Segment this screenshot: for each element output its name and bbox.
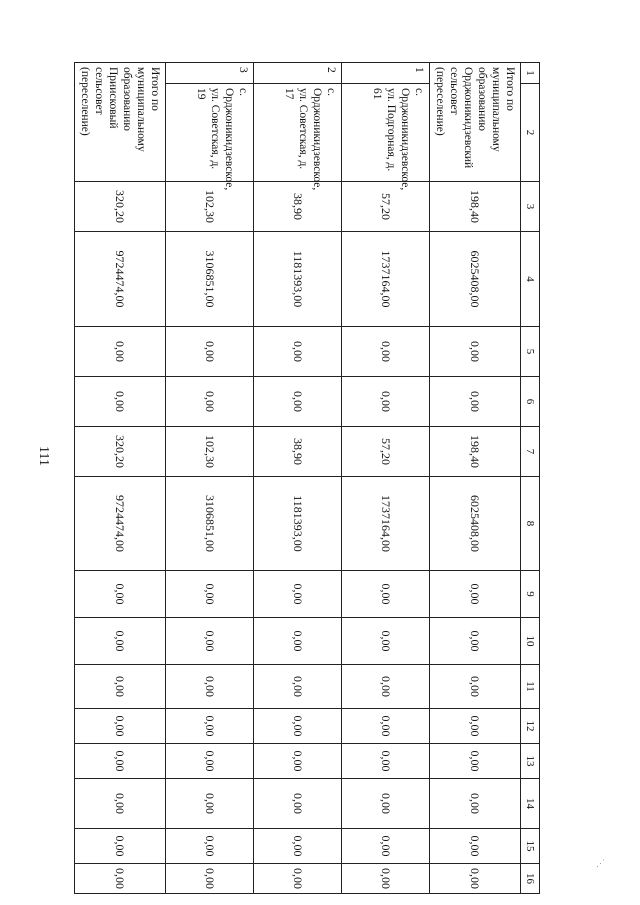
- address-cell: с. Орджоникидзевское, ул. Советская, д. 17: [254, 84, 342, 182]
- value-cell: 320,20: [75, 427, 166, 477]
- col-header: 1: [521, 63, 540, 84]
- value-cell: 0,00: [430, 864, 521, 894]
- value-cell: 38,90: [254, 427, 342, 477]
- table-row: [430, 63, 521, 894]
- col-header: 8: [521, 477, 540, 571]
- value-cell: 102,30: [166, 427, 254, 477]
- value-cell: 0,00: [166, 864, 254, 894]
- col-header: 4: [521, 232, 540, 327]
- value-cell: 0,00: [166, 779, 254, 829]
- value-cell: 0,00: [430, 571, 521, 618]
- address-cell: с. Орджоникидзевское, ул. Подгорная, д. 61: [342, 84, 430, 182]
- value-cell: 3106851,00: [166, 232, 254, 327]
- col-header: 7: [521, 427, 540, 477]
- value-cell: 0,00: [75, 779, 166, 829]
- value-cell: 0,00: [342, 829, 430, 864]
- value-cell: 198,40: [430, 182, 521, 232]
- value-cell: 3106851,00: [166, 477, 254, 571]
- value-cell: 0,00: [342, 779, 430, 829]
- value-cell: 0,00: [430, 829, 521, 864]
- value-cell: 0,00: [75, 829, 166, 864]
- value-cell: 38,90: [254, 182, 342, 232]
- table-row: [166, 63, 254, 894]
- row-number-cell: 1: [342, 63, 430, 84]
- value-cell: 0,00: [342, 665, 430, 709]
- value-cell: 57,20: [342, 427, 430, 477]
- col-header: 16: [521, 864, 540, 894]
- col-header: 10: [521, 618, 540, 665]
- col-header: 13: [521, 744, 540, 779]
- value-cell: 6025408,00: [430, 477, 521, 571]
- rotated-table-area: [79, 62, 540, 889]
- value-cell: 0,00: [254, 829, 342, 864]
- value-cell: 0,00: [430, 709, 521, 744]
- value-cell: 0,00: [342, 571, 430, 618]
- value-cell: 0,00: [75, 665, 166, 709]
- value-cell: 0,00: [75, 618, 166, 665]
- value-cell: 0,00: [254, 618, 342, 665]
- table-row: [342, 63, 430, 894]
- value-cell: 0,00: [342, 744, 430, 779]
- value-cell: 0,00: [254, 709, 342, 744]
- col-header: 3: [521, 182, 540, 232]
- value-cell: 0,00: [254, 377, 342, 427]
- value-cell: 0,00: [342, 709, 430, 744]
- value-cell: 0,00: [430, 779, 521, 829]
- value-cell: 9724474,00: [75, 477, 166, 571]
- value-cell: 320,20: [75, 182, 166, 232]
- value-cell: 0,00: [430, 618, 521, 665]
- value-cell: 0,00: [342, 864, 430, 894]
- value-cell: 6025408,00: [430, 232, 521, 327]
- value-cell: 0,00: [254, 571, 342, 618]
- col-header: 15: [521, 829, 540, 864]
- value-cell: 0,00: [166, 377, 254, 427]
- value-cell: 57,20: [342, 182, 430, 232]
- value-cell: 1737164,00: [342, 477, 430, 571]
- value-cell: 0,00: [254, 327, 342, 377]
- total-label-cell: Итого по муниципальному образованию Орджоникидзевский сельсовет (переселение): [430, 63, 521, 182]
- value-cell: 0,00: [342, 327, 430, 377]
- value-cell: 0,00: [75, 744, 166, 779]
- row-number-cell: 2: [254, 63, 342, 84]
- table-row: [75, 63, 166, 894]
- value-cell: 0,00: [254, 864, 342, 894]
- col-header: 12: [521, 709, 540, 744]
- value-cell: 0,00: [254, 665, 342, 709]
- scan-speck: ⋰: [596, 858, 605, 868]
- value-cell: 0,00: [75, 377, 166, 427]
- value-cell: 0,00: [166, 829, 254, 864]
- value-cell: 0,00: [430, 327, 521, 377]
- col-header: 5: [521, 327, 540, 377]
- value-cell: 0,00: [430, 665, 521, 709]
- data-table: [74, 62, 540, 894]
- value-cell: 0,00: [166, 709, 254, 744]
- value-cell: 0,00: [342, 377, 430, 427]
- value-cell: 0,00: [166, 618, 254, 665]
- value-cell: 0,00: [254, 744, 342, 779]
- column-number-row: [521, 63, 540, 894]
- value-cell: 1181393,00: [254, 477, 342, 571]
- table-row: [254, 63, 342, 894]
- value-cell: 0,00: [166, 571, 254, 618]
- value-cell: 0,00: [254, 779, 342, 829]
- value-cell: 1181393,00: [254, 232, 342, 327]
- value-cell: 102,30: [166, 182, 254, 232]
- value-cell: 0,00: [166, 327, 254, 377]
- value-cell: 0,00: [75, 327, 166, 377]
- value-cell: 0,00: [430, 377, 521, 427]
- col-header: 14: [521, 779, 540, 829]
- col-header: 11: [521, 665, 540, 709]
- table-container: [79, 62, 540, 889]
- col-header: 2: [521, 84, 540, 182]
- value-cell: 0,00: [75, 709, 166, 744]
- value-cell: 9724474,00: [75, 232, 166, 327]
- total-label-cell: Итого по муниципальному образованию Приисковый сельсовет (переселение): [75, 63, 166, 182]
- value-cell: 0,00: [430, 744, 521, 779]
- value-cell: 1737164,00: [342, 232, 430, 327]
- value-cell: 198,40: [430, 427, 521, 477]
- value-cell: 0,00: [342, 618, 430, 665]
- col-header: 9: [521, 571, 540, 618]
- value-cell: 0,00: [75, 571, 166, 618]
- row-number-cell: 3: [166, 63, 254, 84]
- value-cell: 0,00: [166, 665, 254, 709]
- value-cell: 0,00: [75, 864, 166, 894]
- page-number: 111: [36, 446, 51, 466]
- col-header: 6: [521, 377, 540, 427]
- address-cell: с. Орджоникидзевское, ул. Советская, д. 19: [166, 84, 254, 182]
- value-cell: 0,00: [166, 744, 254, 779]
